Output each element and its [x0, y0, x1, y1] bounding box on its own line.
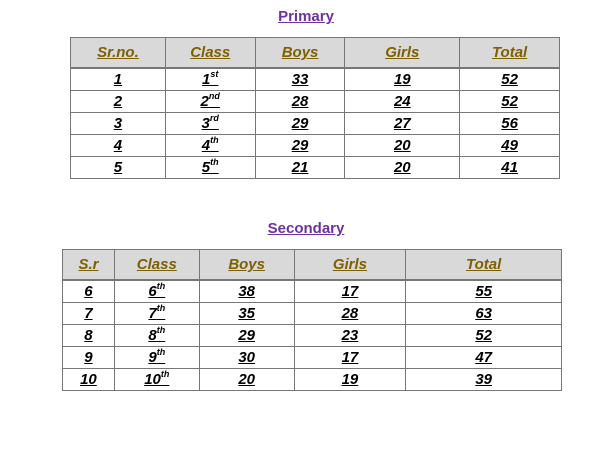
cell-girls: 24: [345, 91, 460, 113]
class-suffix: th: [210, 157, 219, 167]
cell-sr: 9: [63, 347, 115, 369]
table-row: [63, 347, 562, 369]
secondary-header-class: Class: [114, 250, 199, 281]
cell-boys: 21: [255, 157, 345, 179]
cell-class: [165, 91, 255, 113]
cell-total: 56: [460, 113, 560, 135]
secondary-header-girls: Girls: [294, 250, 406, 281]
cell-total: 55: [406, 280, 562, 303]
cell-total: 52: [406, 325, 562, 347]
class-number: 8: [148, 327, 157, 344]
primary-header-row: [71, 38, 560, 69]
cell-boys: 29: [255, 135, 345, 157]
cell-girls: 20: [345, 135, 460, 157]
cell-class: [165, 68, 255, 91]
cell-sr: 10: [63, 369, 115, 391]
cell-girls: 19: [294, 369, 406, 391]
cell-total: 49: [460, 135, 560, 157]
cell-girls: 20: [345, 157, 460, 179]
class-suffix: st: [210, 69, 219, 79]
class-suffix: th: [156, 347, 166, 357]
cell-class: [165, 135, 255, 157]
table-row: [71, 68, 560, 91]
cell-boys: 38: [199, 280, 294, 303]
table-row: [63, 369, 562, 391]
cell-sr: 3: [71, 113, 166, 135]
class-suffix: th: [156, 281, 166, 291]
cell-boys: 29: [255, 113, 345, 135]
secondary-title: Secondary: [267, 220, 345, 237]
table-row: [63, 303, 562, 325]
secondary-header-boys: Boys: [199, 250, 294, 281]
cell-girls: 28: [294, 303, 406, 325]
secondary-header-row: [63, 250, 562, 281]
cell-boys: 28: [255, 91, 345, 113]
cell-boys: 33: [255, 68, 345, 91]
table-row: [71, 157, 560, 179]
cell-sr: 1: [71, 68, 166, 91]
table-row: [71, 135, 560, 157]
primary-header-boys: Boys: [255, 38, 345, 69]
cell-girls: 23: [294, 325, 406, 347]
class-number: 9: [148, 349, 157, 366]
cell-total: 63: [406, 303, 562, 325]
cell-class: [114, 280, 199, 303]
class-number: 3: [201, 115, 210, 132]
cell-class: [114, 369, 199, 391]
class-number: 10: [144, 371, 161, 388]
class-number: 4: [201, 137, 211, 154]
secondary-header-sr: S.r: [63, 250, 115, 281]
cell-sr: 8: [63, 325, 115, 347]
cell-sr: 7: [63, 303, 115, 325]
table-row: [63, 280, 562, 303]
secondary-table: [62, 249, 562, 391]
cell-total: 41: [460, 157, 560, 179]
secondary-header-total: Total: [406, 250, 562, 281]
primary-header-total: Total: [460, 38, 560, 69]
cell-girls: 17: [294, 280, 406, 303]
cell-sr: 6: [63, 280, 115, 303]
class-number: 1: [202, 71, 211, 88]
class-number: 7: [148, 305, 157, 322]
class-suffix: nd: [208, 91, 220, 101]
class-number: 6: [148, 283, 157, 300]
cell-sr: 4: [71, 135, 166, 157]
cell-boys: 30: [199, 347, 294, 369]
class-suffix: th: [160, 369, 170, 379]
cell-sr: 5: [71, 157, 166, 179]
class-number: 2: [200, 93, 209, 110]
cell-class: [165, 113, 255, 135]
cell-girls: 27: [345, 113, 460, 135]
table-row: [71, 113, 560, 135]
cell-class: [114, 347, 199, 369]
cell-girls: 19: [345, 68, 460, 91]
class-suffix: th: [210, 135, 219, 145]
cell-sr: 2: [71, 91, 166, 113]
cell-boys: 20: [199, 369, 294, 391]
cell-boys: 35: [199, 303, 294, 325]
cell-boys: 29: [199, 325, 294, 347]
class-suffix: th: [156, 303, 166, 313]
cell-total: 47: [406, 347, 562, 369]
cell-class: [114, 325, 199, 347]
cell-girls: 17: [294, 347, 406, 369]
cell-total: 52: [460, 91, 560, 113]
primary-table: [70, 37, 560, 179]
class-suffix: th: [156, 325, 166, 335]
class-number: 5: [201, 159, 211, 176]
cell-class: [114, 303, 199, 325]
primary-header-class: Class: [165, 38, 255, 69]
table-row: [63, 325, 562, 347]
primary-header-girls: Girls: [345, 38, 460, 69]
cell-total: 39: [406, 369, 562, 391]
cell-class: [165, 157, 255, 179]
class-suffix: rd: [209, 113, 219, 123]
cell-total: 52: [460, 68, 560, 91]
primary-header-sr: Sr.no.: [71, 38, 166, 69]
table-row: [71, 91, 560, 113]
primary-title: Primary: [278, 8, 334, 25]
